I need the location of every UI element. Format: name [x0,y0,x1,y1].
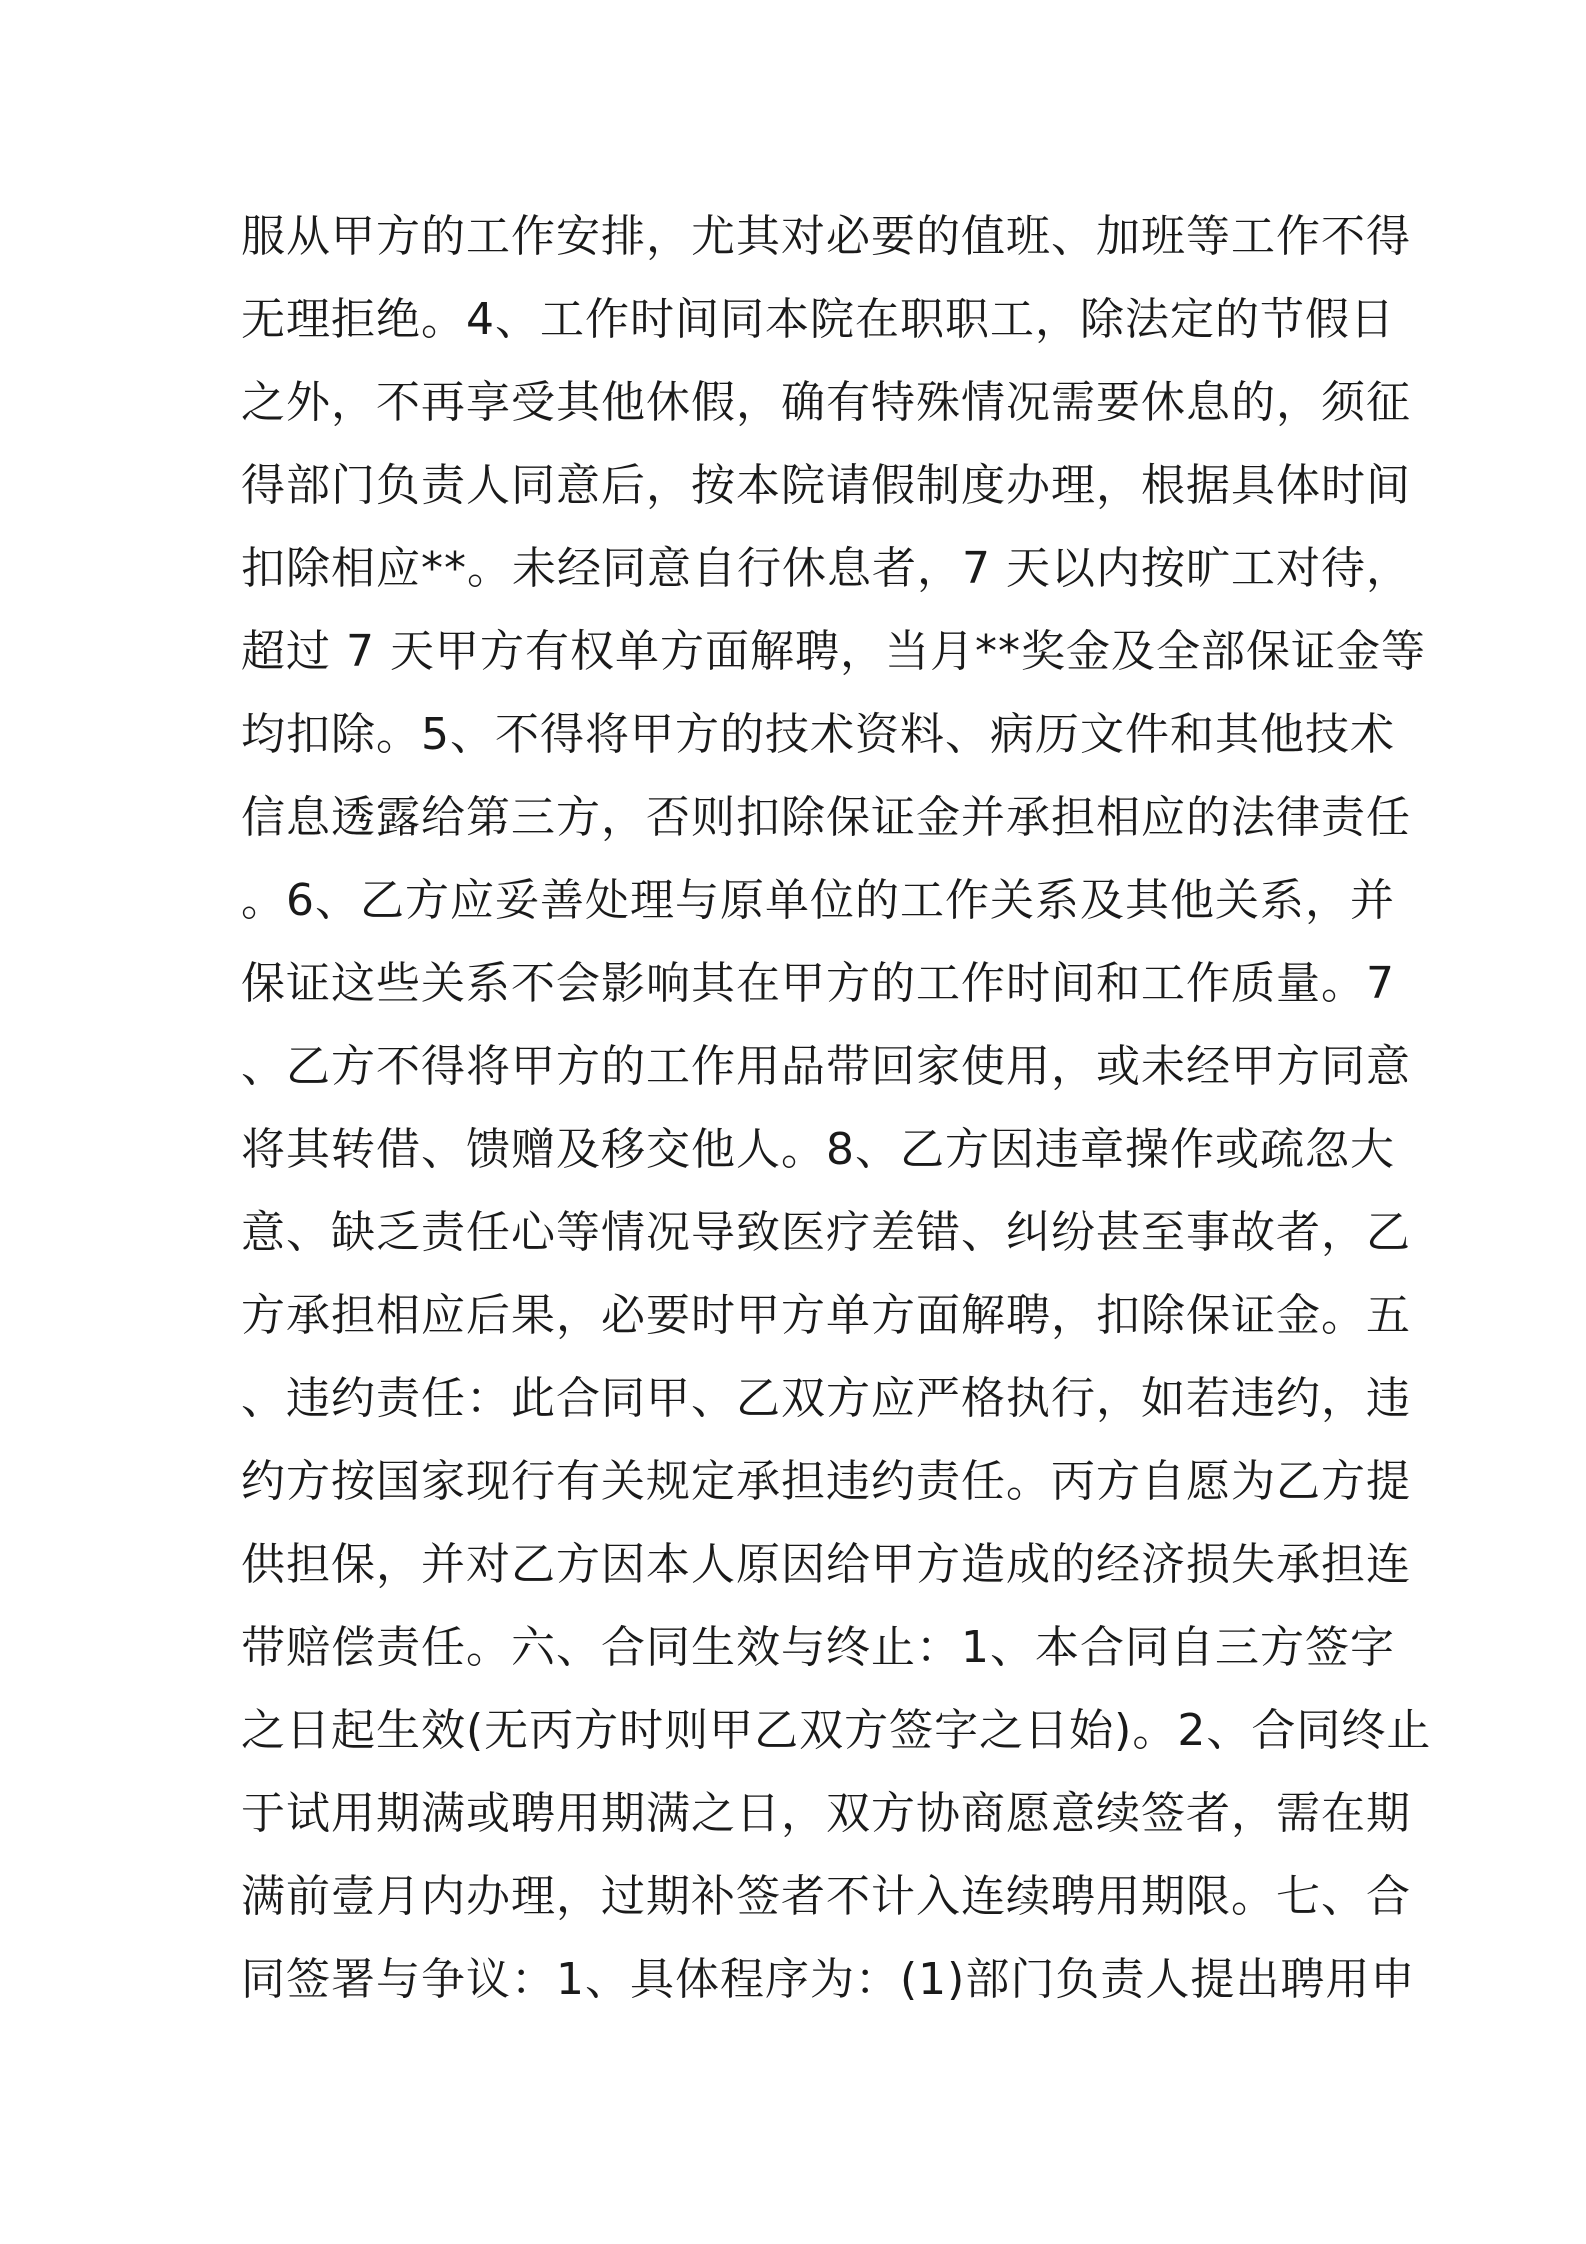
text-line: 之外，不再享受其他休假，确有特殊情况需要休息的，须征 [241,377,1411,428]
text-line: 、乙方不得将甲方的工作用品带回家使用，或未经甲方同意 [241,1041,1411,1092]
text-line: 带赔偿责任。六、合同生效与终止：1、本合同自三方签字 [241,1622,1395,1673]
text-line: 超过 7 天甲方有权单方面解聘，当月**奖金及全部保证金等 [241,626,1426,677]
text-line: 方承担相应后果，必要时甲方单方面解聘，扣除保证金。五 [241,1290,1411,1341]
text-line: 供担保，并对乙方因本人原因给甲方造成的经济损失承担连 [241,1539,1411,1590]
body-text [241,195,1432,2021]
text-line: 扣除相应**。未经同意自行休息者，7 天以内按旷工对待， [241,543,1411,594]
text-line: 将其转借、馈赠及移交他人。8、乙方因违章操作或疏忽大 [241,1124,1395,1175]
text-line: 同签署与争议：1、具体程序为：(1)部门负责人提出聘用申 [241,1954,1416,2005]
text-line: 满前壹月内办理，过期补签者不计入连续聘用期限。七、合 [241,1871,1411,1922]
text-line: 信息透露给第三方，否则扣除保证金并承担相应的法律责任 [241,792,1411,843]
text-line: 之日起生效(无丙方时则甲乙双方签字之日始)。2、合同终止 [241,1705,1432,1756]
text-line: 、违约责任：此合同甲、乙双方应严格执行，如若违约，违 [241,1373,1411,1424]
text-line: 得部门负责人同意后，按本院请假制度办理，根据具体时间 [241,460,1411,511]
text-line: 。6、乙方应妥善处理与原单位的工作关系及其他关系，并 [241,875,1395,926]
text-line: 无理拒绝。4、工作时间同本院在职职工，除法定的节假日 [241,294,1395,345]
text-line: 于试用期满或聘用期满之日，双方协商愿意续签者，需在期 [241,1788,1411,1839]
text-line: 均扣除。5、不得将甲方的技术资料、病历文件和其他技术 [241,709,1395,760]
text-line: 约方按国家现行有关规定承担违约责任。丙方自愿为乙方提 [241,1456,1411,1507]
text-line: 意、缺乏责任心等情况导致医疗差错、纠纷甚至事故者，乙 [241,1207,1411,1258]
text-line: 保证这些关系不会影响其在甲方的工作时间和工作质量。7 [241,958,1395,1009]
text-line: 服从甲方的工作安排，尤其对必要的值班、加班等工作不得 [241,211,1411,262]
